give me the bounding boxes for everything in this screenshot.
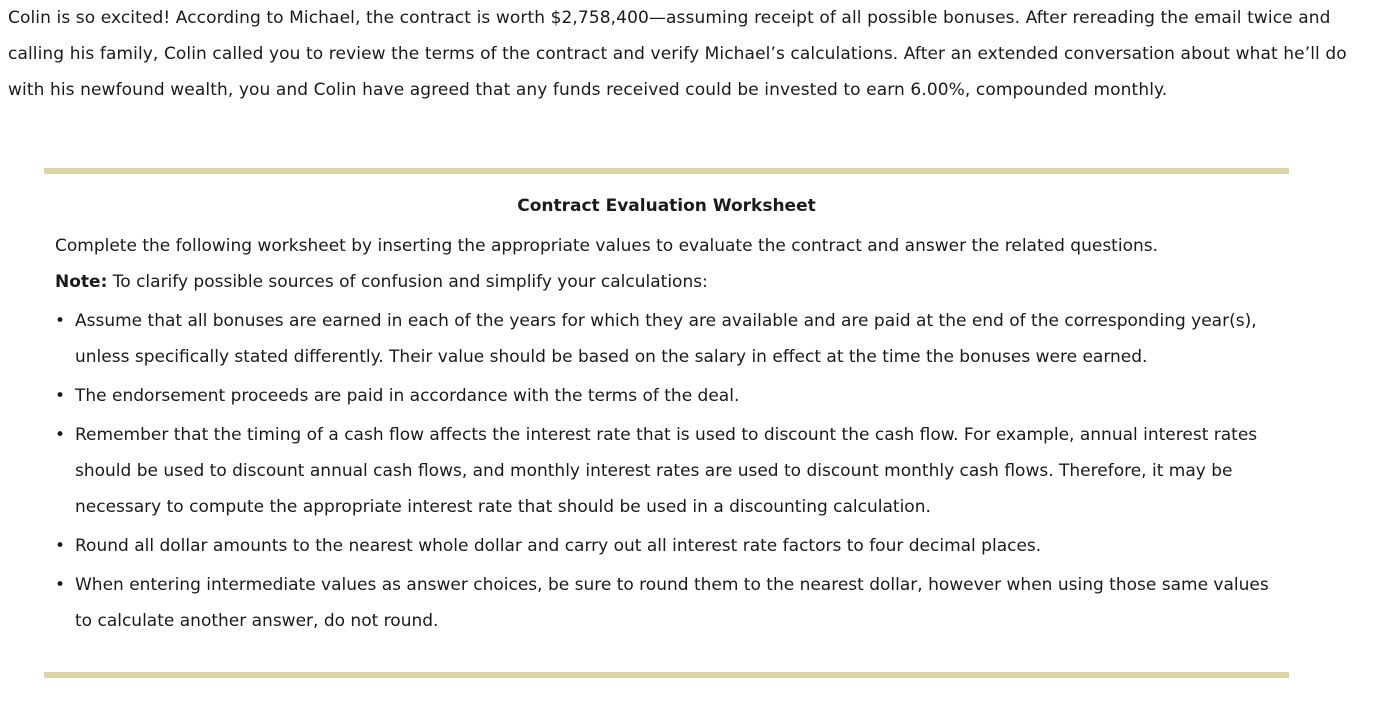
worksheet-note	[55, 264, 1287, 300]
list-item: • The endorsement proceeds are paid in accordance with the terms of the deal.	[55, 378, 1287, 414]
notes-list	[55, 303, 1287, 639]
list-item: • When entering intermediate values as answer choices, be sure to round them to the nearest dollar, however when using those same values to calculate another answer, do not round.	[55, 567, 1287, 639]
worksheet-body	[55, 228, 1287, 639]
list-item: • Remember that the timing of a cash flow affects the interest rate that is used to discount the cash flow. For example, annual interest rates should be used to discount annual cash flows, and monthly interest rates are used to discount monthly cash flows. Therefore, it may be necessary to compute the appropriate interest rate that should be used in a discounting calculation.	[55, 417, 1287, 525]
intro-paragraph: Colin is so excited! According to Michael, the contract is worth $2,758,400—assuming receipt of all possible bonuses. After rereading the email twice and calling his family, Colin called you to review the terms of the contract and verify Michael’s calculations. After an extended conversation about what he’ll do with his newfound wealth, you and Colin have agreed that any funds received could be invested to earn 6.00%, compounded monthly.	[8, 8, 1347, 100]
list-item: • Assume that all bonuses are earned in each of the years for which they are available and are paid at the end of the corresponding year(s), unless specifically stated differently. Their value should be based on the salary in effect at the time the bonuses were earned.	[55, 303, 1287, 375]
worksheet-title: Contract Evaluation Worksheet	[517, 196, 816, 216]
note-text: To clarify possible sources of confusion and simplify your calculations:	[107, 272, 708, 292]
contract-evaluation-worksheet	[44, 168, 1289, 678]
worksheet-instruction: Complete the following worksheet by inserting the appropriate values to evaluate the contract and answer the related questions.	[55, 236, 1158, 256]
note-label: Note:	[55, 272, 108, 292]
list-item: • Round all dollar amounts to the nearest whole dollar and carry out all interest rate factors to four decimal places.	[55, 528, 1287, 564]
